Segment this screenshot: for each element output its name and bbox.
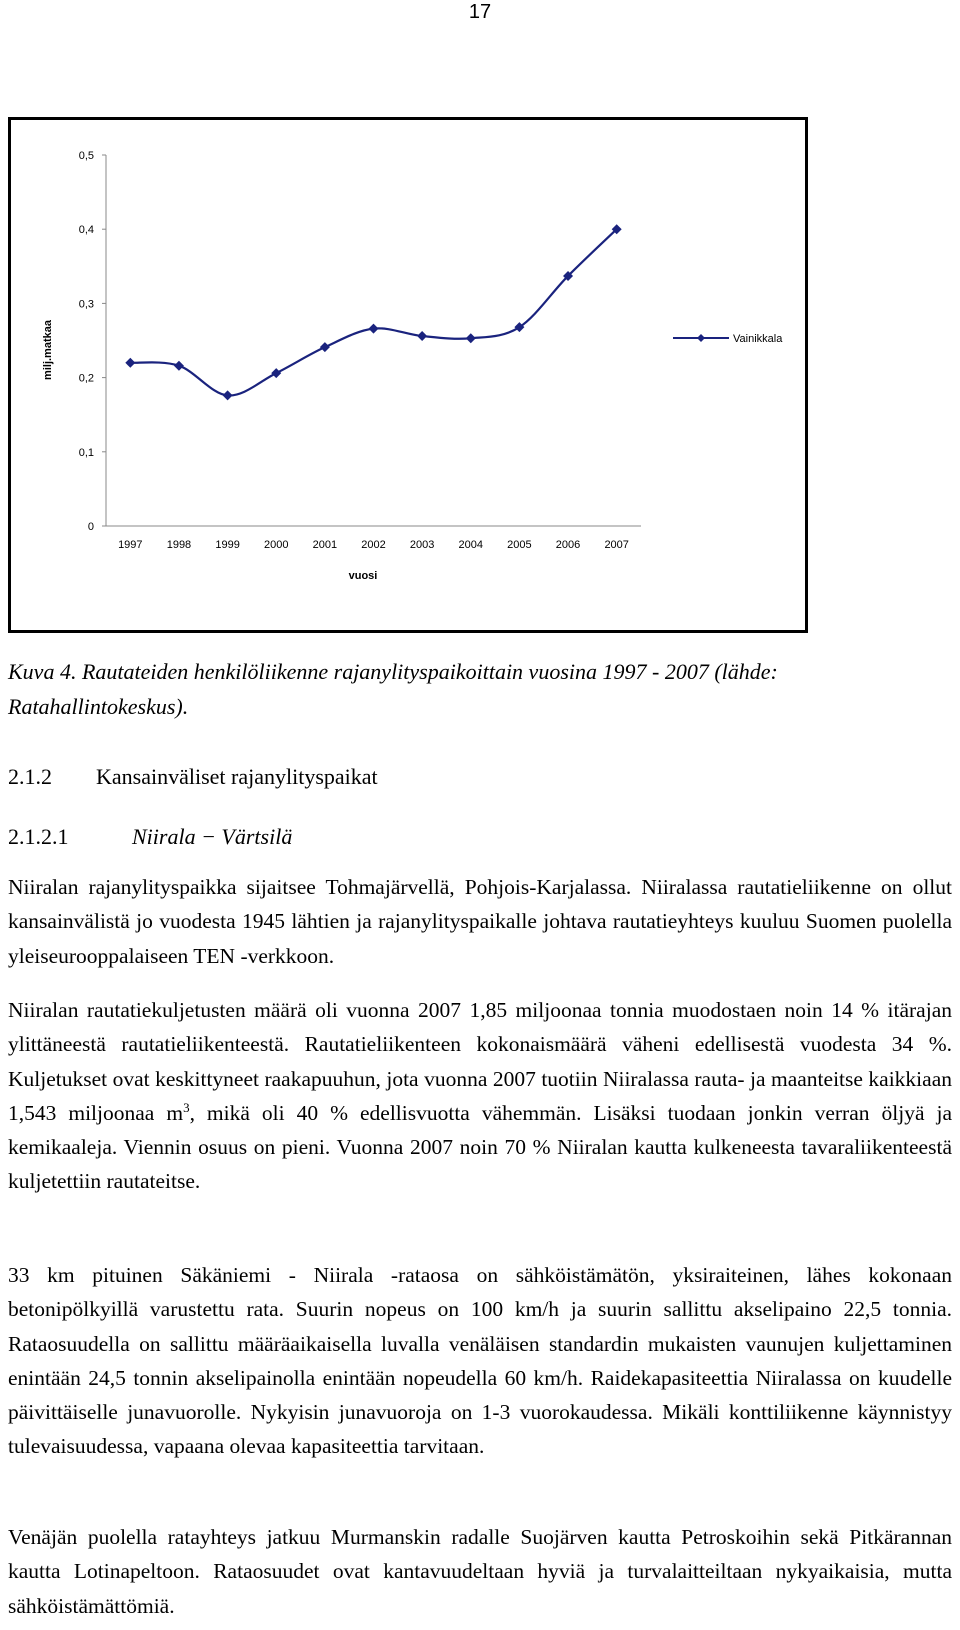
x-axis-label: vuosi: [348, 570, 378, 582]
x-tick-label: 2007: [604, 539, 629, 551]
paragraph-4: Venäjän puolella ratayhteys jatkuu Murmanskin radalle Suojärven kautta Petroskoihin sekä Pitkärannan kautta Lotinapeltoon. Rataosuudet ovat kantavuudeltaan hyviä ja turvalaitteiltaan nykyaikaisia, mutta sähköistämättömiä.: [8, 1525, 952, 1618]
y-tick-label: 0,5: [78, 150, 94, 162]
figure-chart: [8, 117, 808, 633]
section-number: 2.1.2: [8, 764, 52, 789]
data-point: [417, 331, 427, 341]
paragraph-2-part-2: , mikä oli 40 % edellisvuotta vähemmän. Lisäksi tuodaan jonkin verran öljyä ja kemikaaleja. Viennin osuus on pieni. Vuonna 2007 noin 70 % Niiralan kautta kulkeneesta tavaraliikenteestä kuljetettiin rautateitse.: [8, 1100, 952, 1194]
data-point: [466, 333, 476, 343]
y-tick-label: 0,1: [78, 446, 94, 459]
x-tick-labels: [118, 539, 629, 551]
x-tick-label: 2006: [555, 539, 581, 551]
x-tick-label: 2004: [458, 539, 484, 551]
legend-label: Vainikkala: [733, 333, 783, 345]
series-line-vainikkala: [130, 229, 616, 395]
x-tick-label: 2000: [263, 539, 289, 551]
y-axis-label: milj.matkaa: [42, 320, 54, 380]
y-tick-label: 0,4: [78, 224, 94, 237]
data-point: [223, 390, 233, 400]
section-heading: [8, 762, 378, 792]
figure-caption: Kuva 4. Rautateiden henkilöliikenne rajanylityspaikoittain vuosina 1997 - 2007 (lähde: Ratahallintokeskus).: [8, 659, 778, 719]
subsection-heading: [8, 822, 292, 852]
series-markers: [125, 224, 621, 400]
legend-marker: [697, 334, 705, 342]
data-point: [125, 358, 135, 368]
superscript-3: 3: [183, 1099, 190, 1115]
x-tick-label: 1999: [215, 539, 240, 551]
paragraph-2: [8, 993, 952, 1199]
y-tick-label: 0,3: [78, 298, 94, 311]
x-tick-label: 2005: [507, 539, 532, 551]
y-tick-labels: [79, 150, 106, 533]
data-point: [174, 361, 184, 371]
paragraph-3: 33 km pituinen Säkäniemi - Niirala -rataosa on sähköistämätön, yksiraiteinen, lähes kokonaan betonipölkyillä varustettu rata. Suurin nopeus on 100 km/h ja suurin sallittu akselipaino 22,5 tonnia. Rataosuudella on sallittu määräaikaisella luvalla venäläisen standardin mukaisten vaunujen kuljettaminen enintään 24,5 tonnin akselipainolla enintään nopeudella 60 km/h. Raidekapasiteettia Niiralassa on kuudelle päivittäiselle junavuorolle. Nykyisin junavuoroja on 1-3 vuorokaudessa. Mikäli konttiliikenne käynnistyy tulevaisuudessa, vapaana olevaa kapasiteettia tarvitaan.: [8, 1263, 952, 1459]
y-tick-label: 0,2: [78, 372, 94, 385]
x-tick-label: 1997: [118, 539, 143, 551]
paragraph-2-part-1: Niiralan rautatiekuljetusten määrä oli vuonna 2007 1,85 miljoonaa tonnia muodostaen noin 14 % itärajan ylittäneestä rautatieliikenteestä. Rautatieliikenteen kokonaismäärä väheni edellisestä vuodesta 34 %. Kuljetukset ovat keskittyneet raakapuuhun, jota vuonna 2007 tuotiin Niiralassa rauta- ja maanteitse kaikkiaan 1,543 miljoonaa m: [8, 998, 952, 1125]
x-tick-label: 2003: [409, 539, 435, 551]
page-number: 17: [468, 1, 492, 23]
x-tick-label: 2001: [312, 539, 338, 551]
x-tick-label: 2002: [361, 539, 386, 551]
line-chart: [11, 120, 805, 630]
data-point: [369, 324, 379, 334]
x-tick-label: 1998: [166, 539, 192, 551]
section-title: Kansainväliset rajanylityspaikat: [96, 764, 378, 789]
data-point: [271, 368, 281, 378]
paragraph-1: Niiralan rajanylityspaikka sijaitsee Tohmajärvellä, Pohjois-Karjalassa. Niiralassa rautatieliikenne on ollut kansainvälistä jo vuodesta 1945 lähtien ja rajanylityspaikalle johtava rautatieyhteys kuuluu Suomen puolella yleiseurooppalaiseen TEN -verkkoon.: [8, 875, 952, 968]
legend: [673, 333, 783, 345]
subsection-title: Niirala − Värtsilä: [132, 824, 293, 849]
subsection-number: 2.1.2.1: [8, 824, 69, 849]
data-point: [320, 342, 330, 352]
y-tick-label: 0: [87, 521, 94, 533]
